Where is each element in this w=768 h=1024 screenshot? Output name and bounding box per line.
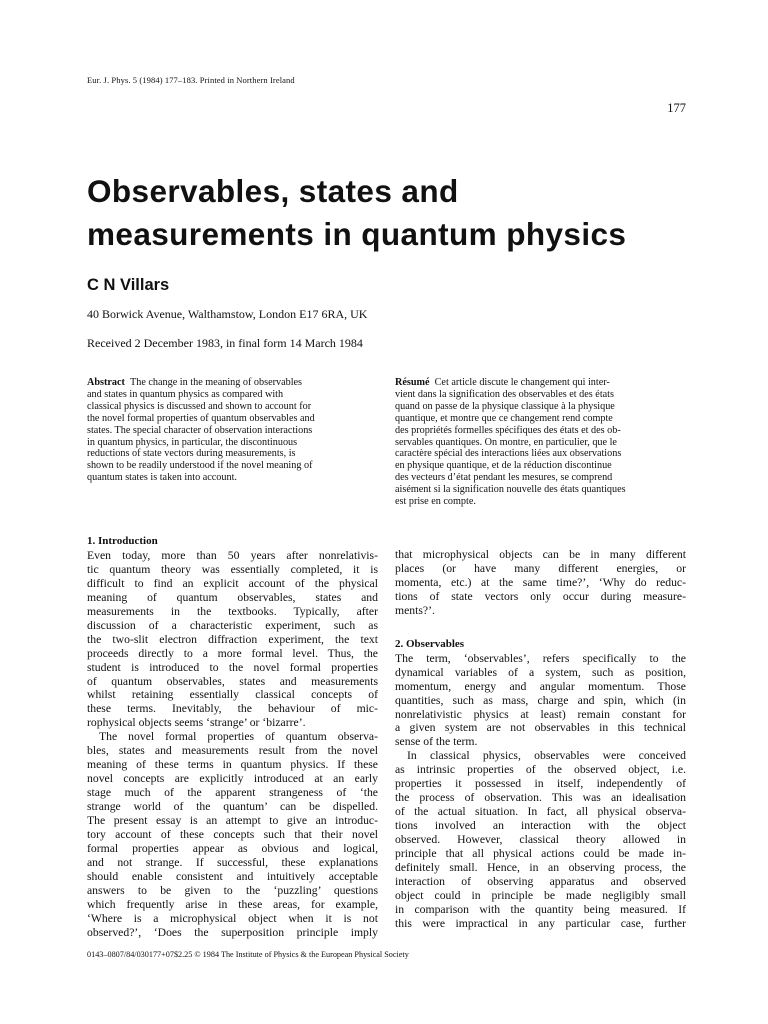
body-line: proceeds directly to a more formal level. Thus, the [87, 646, 378, 660]
body-line: of the actual situation. In fact, all physical observa- [395, 805, 686, 819]
body-line: tions involved an interaction with the object [395, 819, 686, 833]
section-heading-introduction: 1. Introduction [87, 535, 158, 547]
body-line: tic quantum theory was essentially completed, it is [87, 562, 378, 576]
author-address: 40 Borwick Avenue, Walthamstow, London E17 6RA, UK [87, 307, 368, 321]
abstract-line: in quantum physics, in particular, the discontinuous [87, 436, 298, 448]
resume-line: caractère spécial des interactions liées aux observations [395, 448, 622, 460]
body-line: the process of observation. This was an idealisation [395, 791, 686, 805]
body-line: measurements in the textbooks. Typically, after [87, 604, 378, 618]
body-line: places (or have many different energies, or [395, 561, 686, 575]
body-line: of quantum observables, states and measurements [87, 674, 378, 688]
body-line: Even today, more than 50 years after nonrelativis- [87, 548, 378, 562]
body-line: meaning of quantum observables, states and [87, 590, 378, 604]
journal-citation: Eur. J. Phys. 5 (1984) 177–183. Printed in Northern Ireland [87, 75, 295, 85]
title-line: measurements in quantum physics [87, 216, 627, 252]
resume-line: des propriétés formelles spécifiques des états et des ob- [395, 424, 621, 436]
body-line: and not strange. If successful, these explanations [87, 855, 378, 869]
body-line: formal properties appear as obvious and logical, [87, 841, 378, 855]
body-line: ‘Where is a microphysical object when it is not [87, 911, 378, 925]
body-line: tions of state vectors only occur during measure- [395, 589, 686, 603]
body-line: should enable consistent and intuitively acceptable [87, 869, 378, 883]
body-line: answers to be given to the ‘puzzling’ questions [87, 883, 378, 897]
body-line: ments?’. [395, 603, 435, 617]
body-line: principle that all physical actions could be made in- [395, 847, 686, 861]
body-line: that microphysical objects can be in many different [395, 548, 686, 561]
abstract-label: Abstract [87, 377, 125, 388]
body-line: meaning of these terms in quantum physics. If these [87, 758, 378, 772]
body-line: momenta, etc.) at the same time?’, ‘Why do reduc- [395, 575, 686, 589]
body-line: The term, ‘observables’, refers specifically to the [395, 651, 686, 665]
resume-block [395, 377, 686, 508]
body-line: as intrinsic properties of the observed object, i.e. [395, 763, 686, 777]
article-title [87, 170, 707, 256]
body-line: whilst retaining essentially classical concepts of [87, 688, 378, 702]
body-line: this were impractical in any particular case, further [395, 916, 686, 930]
body-line: sense of the term. [395, 735, 478, 749]
body-line: nonrelativistic physics at least) remain constant for [395, 707, 686, 721]
resume-label: Résumé [395, 377, 430, 388]
body-line: definitely small. Hence, in an observing process, the [395, 861, 686, 875]
resume-line: aisément si la signification nouvelle des états quantiques [395, 484, 626, 496]
body-line: tory account of these concepts such that their novel [87, 828, 378, 842]
body-line: bles, states and measurements result from the novel [87, 744, 378, 758]
body-line: properties it possessed in itself, independently of [395, 777, 686, 791]
body-line: observed. However, classical theory allowed in [395, 833, 686, 847]
page-number: 177 [667, 101, 686, 115]
copyright-footer: 0143–0807/84/030177+07$2.25 © 1984 The Institute of Physics & the European Physical Society [87, 950, 409, 959]
title-line: Observables, states and [87, 173, 459, 209]
body-line: a given system are not observables in this technical [395, 721, 686, 735]
body-line: momentum, energy and angular momentum. Those [395, 679, 686, 693]
body-line: observed?’, ‘Does the superposition principle imply [87, 925, 378, 939]
body-line: discussion of a characteristic experiment, such as [87, 618, 378, 632]
body-line: strange world of the quantum’ can be dispelled. [87, 800, 378, 814]
body-line: the two-slit electron diffraction experiment, the text [87, 632, 378, 646]
abstract-line: quantum states is taken into account. [87, 472, 237, 484]
abstract-line: classical physics is discussed and shown to account for [87, 400, 312, 412]
body-line: dynamical variables of a system, such as position, [395, 665, 686, 679]
body-line: The novel formal properties of quantum observa- [99, 730, 378, 744]
abstract-line: states. The special character of observation interactions [87, 424, 313, 436]
resume-line: est prise en compte. [395, 496, 476, 508]
body-line: rophysical objects seems ‘strange’ or ‘bizarre’. [87, 716, 306, 730]
left-column [87, 535, 378, 940]
resume-line: quantique, et montre que ce changement rend compte [395, 412, 613, 424]
abstract-line: the novel formal properties of quantum observables and [87, 412, 315, 424]
abstract-line: shown to be readily understood if the novel meaning of [87, 460, 313, 472]
abstract-line: The change in the meaning of observables [130, 377, 303, 388]
body-line: student is introduced to the novel formal properties [87, 660, 378, 674]
section-gap [395, 618, 686, 638]
body-line: difficult to find an explicit account of the physical [87, 576, 378, 590]
abstract-block [87, 377, 369, 484]
body-line: these terms. Inevitably, the behaviour of mic- [87, 702, 378, 716]
author-name: C N Villars [87, 276, 170, 294]
resume-line: quand on passe de la physique classique à la physique [395, 400, 615, 412]
body-line: In classical physics, observables were conceived [407, 749, 686, 763]
received-date: Received 2 December 1983, in final form 14 March 1984 [87, 336, 363, 350]
right-column [395, 548, 686, 931]
resume-line: des vecteurs d’état pendant les mesures, se comprend [395, 472, 613, 484]
abstract-line: and states in quantum physics as compared with [87, 388, 284, 400]
body-line: object could in principle be made negligibly small [395, 888, 686, 902]
body-line: interaction of observing apparatus and observed [395, 874, 686, 888]
body-line: which frequently arise in these areas, for example, [87, 897, 378, 911]
resume-line: servables quantiques. On montre, en particulier, que le [395, 436, 617, 448]
body-line: The present essay is an attempt to give an introduc- [87, 814, 378, 828]
resume-line: en physique quantique, et de la réduction discontinue [395, 460, 612, 472]
resume-line: Cet article discute le changement qui inter- [434, 377, 610, 388]
body-line: quantities, such as mass, charge and spin, which (in [395, 693, 686, 707]
abstract-line: reductions of state vectors during measurements, is [87, 448, 296, 460]
resume-line: vient dans la signification des observables et des états [395, 388, 614, 400]
body-line: stage much of the apparent strangeness of ‘the [87, 786, 378, 800]
body-line: in comparison with the quantity being measured. If [395, 902, 686, 916]
section-heading-observables: 2. Observables [395, 637, 465, 650]
body-line: novel concepts are explicitly introduced at an early [87, 772, 378, 786]
